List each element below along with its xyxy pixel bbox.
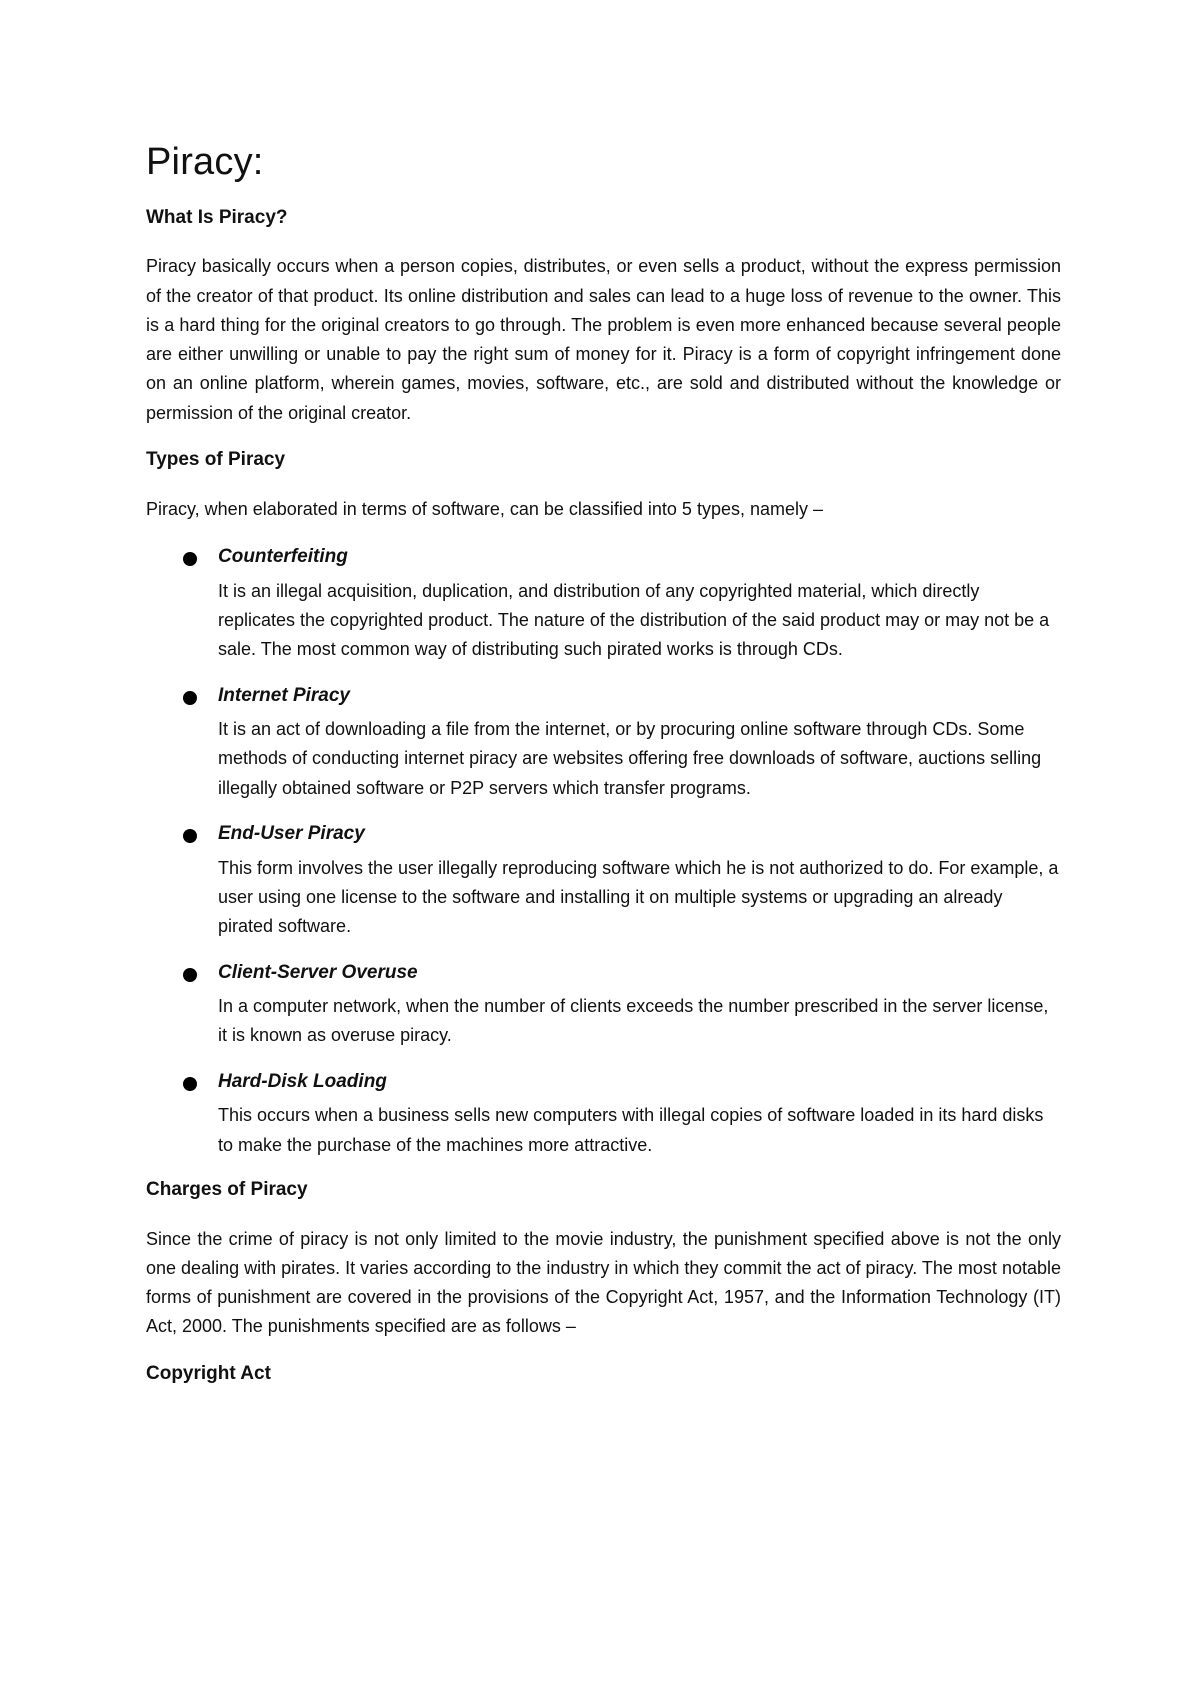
what-is-piracy-paragraph: Piracy basically occurs when a person copies, distributes, or even sells a product, without the express permission of the creator of that product. Its online distribution and sales can lead to a huge loss of revenue to the owner. This is a hard thing for the original creators to go through. The problem is even more enhanced because several people are either unwilling or unable to pay the right sum of money for it. Piracy is a form of copyright infringement done on an online platform, wherein games, movies, software, etc., are sold and distributed without the knowledge or permission of the original creator.	[146, 256, 1061, 423]
section-heading-types-of-piracy: Types of Piracy	[146, 449, 286, 471]
list-item-text: In a computer network, when the number of clients exceeds the number prescribed in the server license, it is known as overuse piracy.	[218, 996, 1049, 1046]
list-item	[146, 544, 1061, 664]
list-item	[146, 960, 1061, 1051]
document-title: Piracy:	[146, 141, 264, 183]
bullet-icon	[183, 968, 197, 982]
list-item-title: Hard-Disk Loading	[218, 1070, 387, 1092]
list-item-text: It is an illegal acquisition, duplication, and distribution of any copyrighted material, which directly replicates the copyrighted product. The nature of the distribution of the said product may or may not be a sale. The most common way of distributing such pirated works is through CDs.	[218, 580, 1050, 660]
bullet-icon	[183, 552, 197, 566]
bullet-icon	[183, 691, 197, 705]
charges-paragraph: Since the crime of piracy is not only limited to the movie industry, the punishment specified above is not the only one dealing with pirates. It varies according to the industry in which they commit the act of piracy. The most notable forms of punishment are covered in the provisions of the Copyright Act, 1957, and the Information Technology (IT) Act, 2000. The punishments specified are as follows –	[146, 1228, 1061, 1337]
section-heading-charges-of-piracy: Charges of Piracy	[146, 1178, 308, 1200]
list-item-title: Client-Server Overuse	[218, 961, 418, 983]
section-heading-copyright-act: Copyright Act	[146, 1362, 271, 1384]
bullet-icon	[183, 1077, 197, 1091]
list-item-title: End-User Piracy	[218, 823, 365, 845]
types-intro-paragraph: Piracy, when elaborated in terms of software, can be classified into 5 types, namely –	[146, 498, 824, 519]
list-item-title: Internet Piracy	[218, 684, 350, 706]
list-item-text: It is an act of downloading a file from the internet, or by procuring online software through CDs. Some methods of conducting internet piracy are websites offering free downloads of software, auctions selling illegally obtained software or P2P servers which transfer programs.	[218, 719, 1042, 798]
list-item-text: This form involves the user illegally reproducing software which he is not authorized to do. For example, a user using one license to the software and installing it on multiple systems or upgrading an already pirated software.	[218, 857, 1059, 937]
list-item	[146, 1069, 1061, 1160]
bullet-icon	[183, 829, 197, 843]
list-item-text: This occurs when a business sells new computers with illegal copies of software loaded in its hard disks to make the purchase of the machines more attractive.	[218, 1105, 1044, 1155]
document-page	[146, 140, 1061, 1408]
section-heading-what-is-piracy: What Is Piracy?	[146, 206, 288, 228]
list-item	[146, 821, 1061, 941]
list-item	[146, 683, 1061, 803]
list-item-title: Counterfeiting	[218, 546, 348, 568]
piracy-types-list	[146, 544, 1061, 1160]
